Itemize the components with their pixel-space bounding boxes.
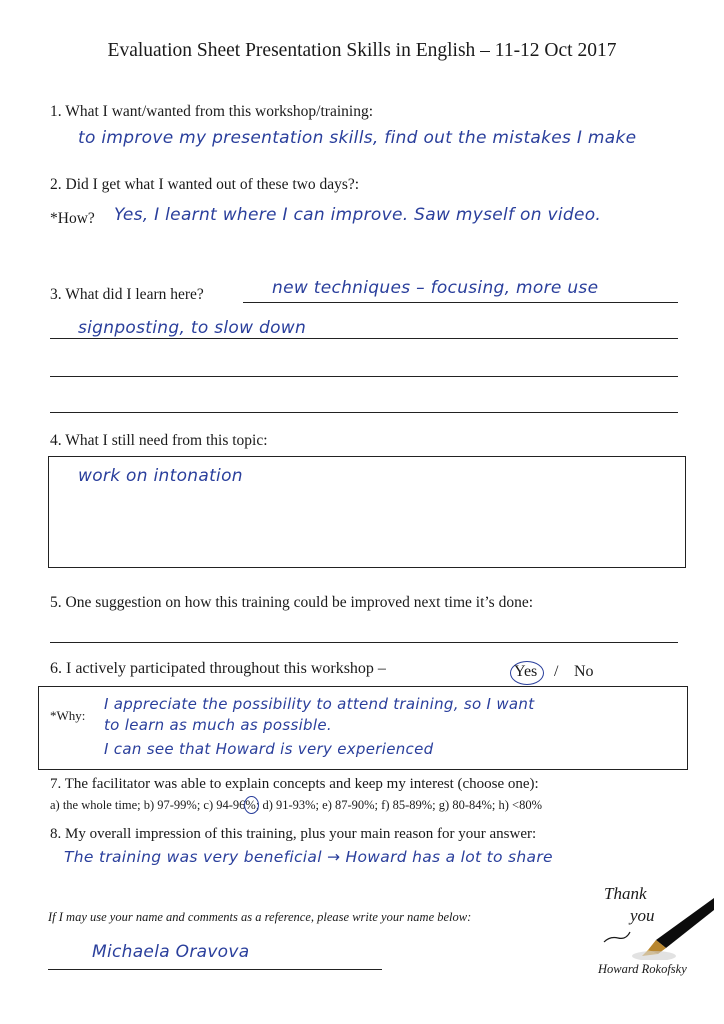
question-1-label: 1. What I want/wanted from this workshop/training: bbox=[50, 103, 374, 120]
question-3-answer-line-1: new techniques – focusing, more use bbox=[272, 278, 599, 298]
answer-line bbox=[50, 642, 678, 643]
question-8-answer: The training was very beneficial → Howard has a lot to share bbox=[64, 848, 553, 866]
question-4-label: 4. What I still need from this topic: bbox=[50, 432, 268, 449]
question-8-label: 8. My overall impression of this training, plus your main reason for your answer: bbox=[50, 826, 537, 842]
author-name: Howard Rokofsky bbox=[598, 962, 687, 976]
question-3-label: 3. What did I learn here? bbox=[50, 286, 204, 303]
question-3-answer-line-2: signposting, to slow down bbox=[78, 318, 307, 338]
why-answer-line-1: I appreciate the possibility to attend training, so I want bbox=[104, 695, 535, 713]
option-yes: Yes bbox=[514, 663, 538, 680]
answer-line bbox=[243, 302, 678, 303]
option-c-circle-mark bbox=[244, 796, 259, 814]
question-1-answer: to improve my presentation skills, find out the mistakes I make bbox=[78, 128, 637, 148]
question-5-label: 5. One suggestion on how this training could be improved next time it’s done: bbox=[50, 594, 534, 611]
signature-line bbox=[48, 969, 382, 970]
reference-note: If I may use your name and comments as a reference, please write your name below: bbox=[48, 910, 472, 924]
answer-line bbox=[50, 376, 678, 377]
question-7-label: 7. The facilitator was able to explain concepts and keep my interest (choose one): bbox=[50, 776, 539, 792]
why-label: *Why: bbox=[50, 708, 86, 723]
option-no: No bbox=[574, 663, 594, 680]
thank-you-line-1: Thank bbox=[604, 884, 647, 903]
question-7-options: a) the whole time; b) 97-99%; c) 94-96%; d) 91-93%; e) 87-90%; f) 85-89%; g) 80-84%; h) <80% bbox=[50, 798, 542, 812]
page-title: Evaluation Sheet Presentation Skills in English – 11-12 Oct 2017 bbox=[107, 40, 617, 61]
question-2-how-label: *How? bbox=[50, 210, 95, 227]
option-separator: / bbox=[554, 663, 559, 680]
why-answer-line-2: to learn as much as possible. bbox=[104, 716, 332, 734]
thank-you-line-2: you bbox=[630, 906, 655, 925]
question-4-answer: work on intonation bbox=[78, 466, 243, 486]
why-answer-line-3: I can see that Howard is very experienced bbox=[104, 740, 434, 758]
signature-name: Michaela Oravova bbox=[92, 942, 250, 962]
question-6-label: 6. I actively participated throughout this workshop – bbox=[50, 660, 386, 677]
question-2-label: 2. Did I get what I wanted out of these two days?: bbox=[50, 176, 360, 193]
answer-line bbox=[50, 338, 678, 339]
fountain-pen-icon bbox=[596, 880, 718, 960]
answer-line bbox=[50, 412, 678, 413]
question-2-answer: Yes, I learnt where I can improve. Saw myself on video. bbox=[114, 205, 602, 225]
